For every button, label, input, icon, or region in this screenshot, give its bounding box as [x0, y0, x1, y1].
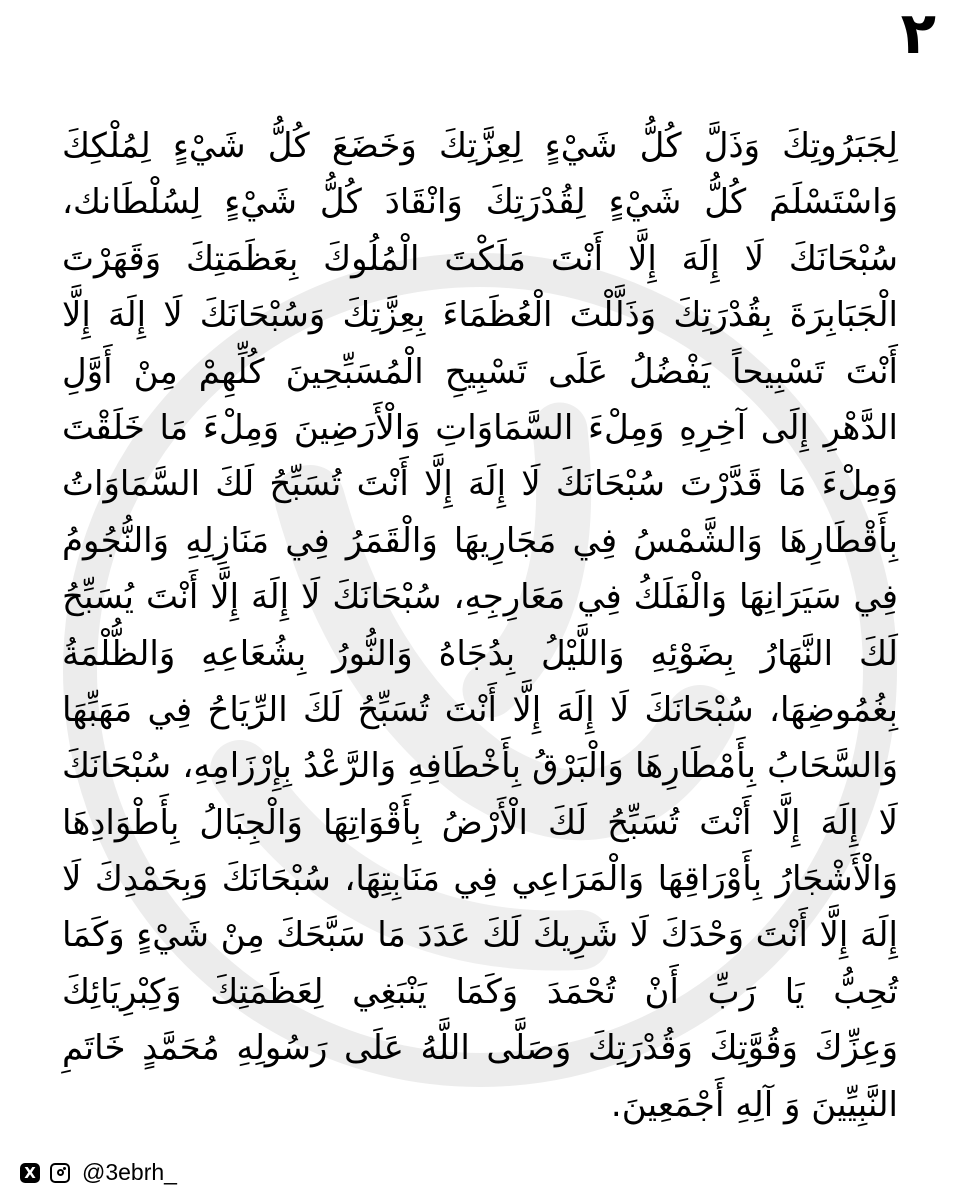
text-line: سُبْحَانَكَ لَا إِلَهَ إِلَّا أَنْتَ مَلَكْتَ الْمُلُوكَ بِعَظَمَتِكَ وَقَهَرْتَ — [62, 238, 898, 279]
text-line: أَنْتَ تَسْبِيحاً يَفْضُلُ عَلَى تَسْبِيحِ الْمُسَبِّحِينَ كُلِّهِمْ مِنْ أَوَّلِ — [62, 351, 898, 392]
x-icon[interactable]: X — [20, 1163, 40, 1183]
social-handle[interactable]: @3ebrh_ — [82, 1159, 177, 1185]
text-line: فِي سَيَرَانِهَا وَالْفَلَكُ فِي مَعَارِجِهِ، سُبْحَانَكَ لَا إِلَهَ إِلَّا أَنْتَ يُسَبِّحُ — [62, 577, 898, 618]
text-line: الْجَبَابِرَةَ بِقُدْرَتِكَ وَذَلَّلْتَ الْعُظَمَاءَ بِعِزَّتِكَ وَسُبْحَانَكَ لَا إِلَهَ إِلَّا — [62, 295, 898, 336]
text-line: وَعِزِّكَ وَقُوَّتِكَ وَقُدْرَتِكَ وَصَلَّى اللَّهُ عَلَى رَسُولِهِ مُحَمَّدٍ خَاتَمِ — [62, 1028, 898, 1069]
text-line: لِجَبَرُوتِكَ وَذَلَّ كُلُّ شَيْءٍ لِعِزَّتِكَ وَخَضَعَ كُلُّ شَيْءٍ لِمُلْكِكَ — [62, 126, 898, 166]
text-line: النَّبِيِّينَ وَ آلِهِ أَجْمَعِينَ. — [610, 1084, 898, 1125]
text-line: وَالسَّحَابُ بِأَمْطَارِهَا وَالْبَرْقُ بِأَخْطَافِهِ وَالرَّعْدُ بِإِرْزَامِهِ، سُبْحَانَكَ — [62, 746, 898, 787]
prayer-text — [62, 118, 898, 1133]
text-line: بِغُمُوضِهَا، سُبْحَانَكَ لَا إِلَهَ إِلَّا أَنْتَ تُسَبِّحُ لَكَ الرِّيَاحُ فِي مَهَبِّهَا — [62, 689, 898, 730]
instagram-icon[interactable] — [50, 1163, 70, 1183]
text-line: إِلَهَ إِلَّا أَنْتَ وَحْدَكَ لَا شَرِيكَ لَكَ عَدَدَ مَا سَبَّحَكَ مِنْ شَيْءٍ وَكَمَا — [62, 915, 898, 956]
text-line: بِأَقْطَارِهَا وَالشَّمْسُ فِي مَجَارِيهَا وَالْقَمَرُ فِي مَنَازِلِهِ وَالنُّجُومُ — [62, 520, 898, 561]
text-line: لَا إِلَهَ إِلَّا أَنْتَ تُسَبِّحُ لَكَ الْأَرْضُ بِأَقْوَاتِهَا وَالْجِبَالُ بِأَطْوَادِهَا — [62, 802, 898, 843]
text-line: وَمِلْءَ مَا قَدَّرْتَ سُبْحَانَكَ لَا إِلَهَ إِلَّا أَنْتَ تُسَبِّحُ لَكَ السَّمَاوَاتُ — [62, 464, 898, 505]
text-line: وَاسْتَسْلَمَ كُلُّ شَيْءٍ لِقُدْرَتِكَ وَانْقَادَ كُلُّ شَيْءٍ لِسُلْطَانك، — [62, 182, 898, 223]
page-number: ٢ — [900, 0, 936, 67]
social-footer — [20, 1159, 177, 1186]
text-line: الدَّهْرِ إِلَى آخِرِهِ وَمِلْءَ السَّمَاوَاتِ وَالْأَرَضِينَ وَمِلْءَ مَا خَلَقْتَ — [62, 407, 898, 448]
text-line: لَكَ النَّهَارُ بِضَوْئِهِ وَاللَّيْلُ بِدُجَاهُ وَالنُّورُ بِشُعَاعِهِ وَالظُّلْمَةُ — [62, 633, 898, 674]
text-line: وَالْأَشْجَارُ بِأَوْرَاقِهَا وَالْمَرَاعِي فِي مَنَابِتِهَا، سُبْحَانَكَ وَبِحَمْدِكَ لَا — [62, 859, 898, 900]
text-line: تُحِبُّ يَا رَبِّ أَنْ تُحْمَدَ وَكَمَا يَنْبَغِي لِعَظَمَتِكَ وَكِبْرِيَائِكَ — [62, 971, 898, 1012]
